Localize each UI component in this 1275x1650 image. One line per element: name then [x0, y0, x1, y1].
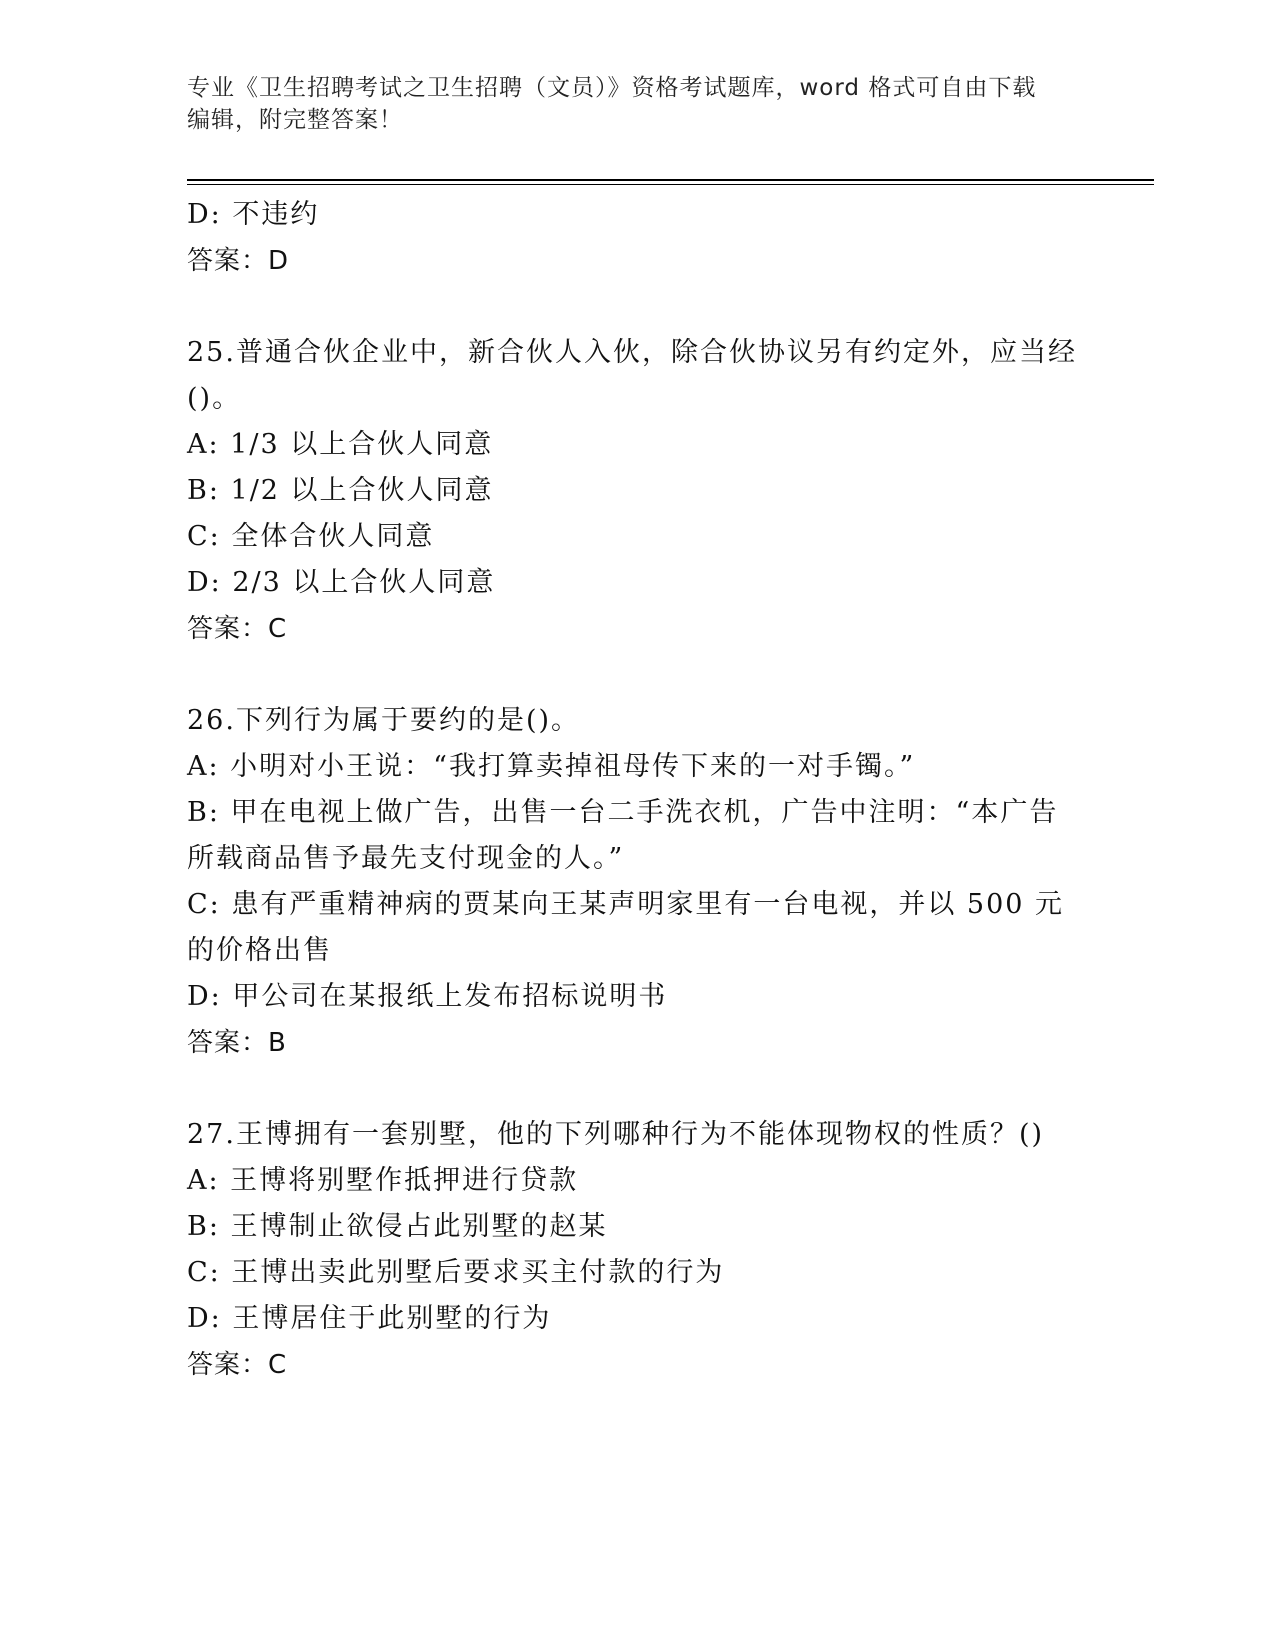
option-a: A: 1/3 以上合伙人同意 [187, 429, 494, 460]
header-line-2: 编辑，附完整答案！ [187, 107, 403, 133]
question-25 [187, 330, 1087, 652]
option-b: B: 王博制止欲侵占此别墅的赵某 [187, 1211, 608, 1242]
option-b: B: 1/2 以上合伙人同意 [187, 475, 494, 506]
spacer [187, 284, 1087, 330]
header-rule-top [187, 179, 1154, 181]
answer: 答案：B [187, 1028, 287, 1058]
option-d: D: 2/3 以上合伙人同意 [187, 567, 496, 598]
prev-answer: 答案：D [187, 246, 290, 276]
question-stem: 26.下列行为属于要约的是()。 [187, 705, 581, 736]
option-c: C: 王博出卖此别墅后要求买主付款的行为 [187, 1257, 725, 1288]
question-content [187, 192, 1087, 1388]
document-header [187, 72, 1087, 136]
option-a: A: 小明对小王说：“我打算卖掉祖母传下来的一对手镯。” [187, 751, 916, 782]
prev-option-d: D: 不违约 [187, 199, 320, 230]
option-b: B: 甲在电视上做广告，出售一台二手洗衣机，广告中注明：“本广告所载商品售予最先支付现金的人。” [187, 797, 1059, 874]
spacer [187, 652, 1087, 698]
option-c: C: 全体合伙人同意 [187, 521, 435, 552]
answer: 答案：C [187, 614, 288, 644]
question-stem: 27.王博拥有一套别墅，他的下列哪种行为不能体现物权的性质？() [187, 1119, 1045, 1150]
option-c: C: 患有严重精神病的贾某向王某声明家里有一台电视，并以 500 元的价格出售 [187, 889, 1065, 966]
question-27 [187, 1112, 1087, 1388]
header-line-1: 专业《卫生招聘考试之卫生招聘（文员）》资格考试题库，word 格式可自由下载 [187, 75, 1037, 101]
question-26 [187, 698, 1087, 1066]
answer: 答案：C [187, 1350, 288, 1380]
spacer [187, 1066, 1087, 1112]
option-d: D: 王博居住于此别墅的行为 [187, 1303, 552, 1334]
header-rule-bottom [187, 184, 1154, 185]
option-d: D: 甲公司在某报纸上发布招标说明书 [187, 981, 668, 1012]
option-a: A: 王博将别墅作抵押进行贷款 [187, 1165, 579, 1196]
question-stem: 25.普通合伙企业中，新合伙人入伙，除合伙协议另有约定外，应当经()。 [187, 337, 1077, 414]
